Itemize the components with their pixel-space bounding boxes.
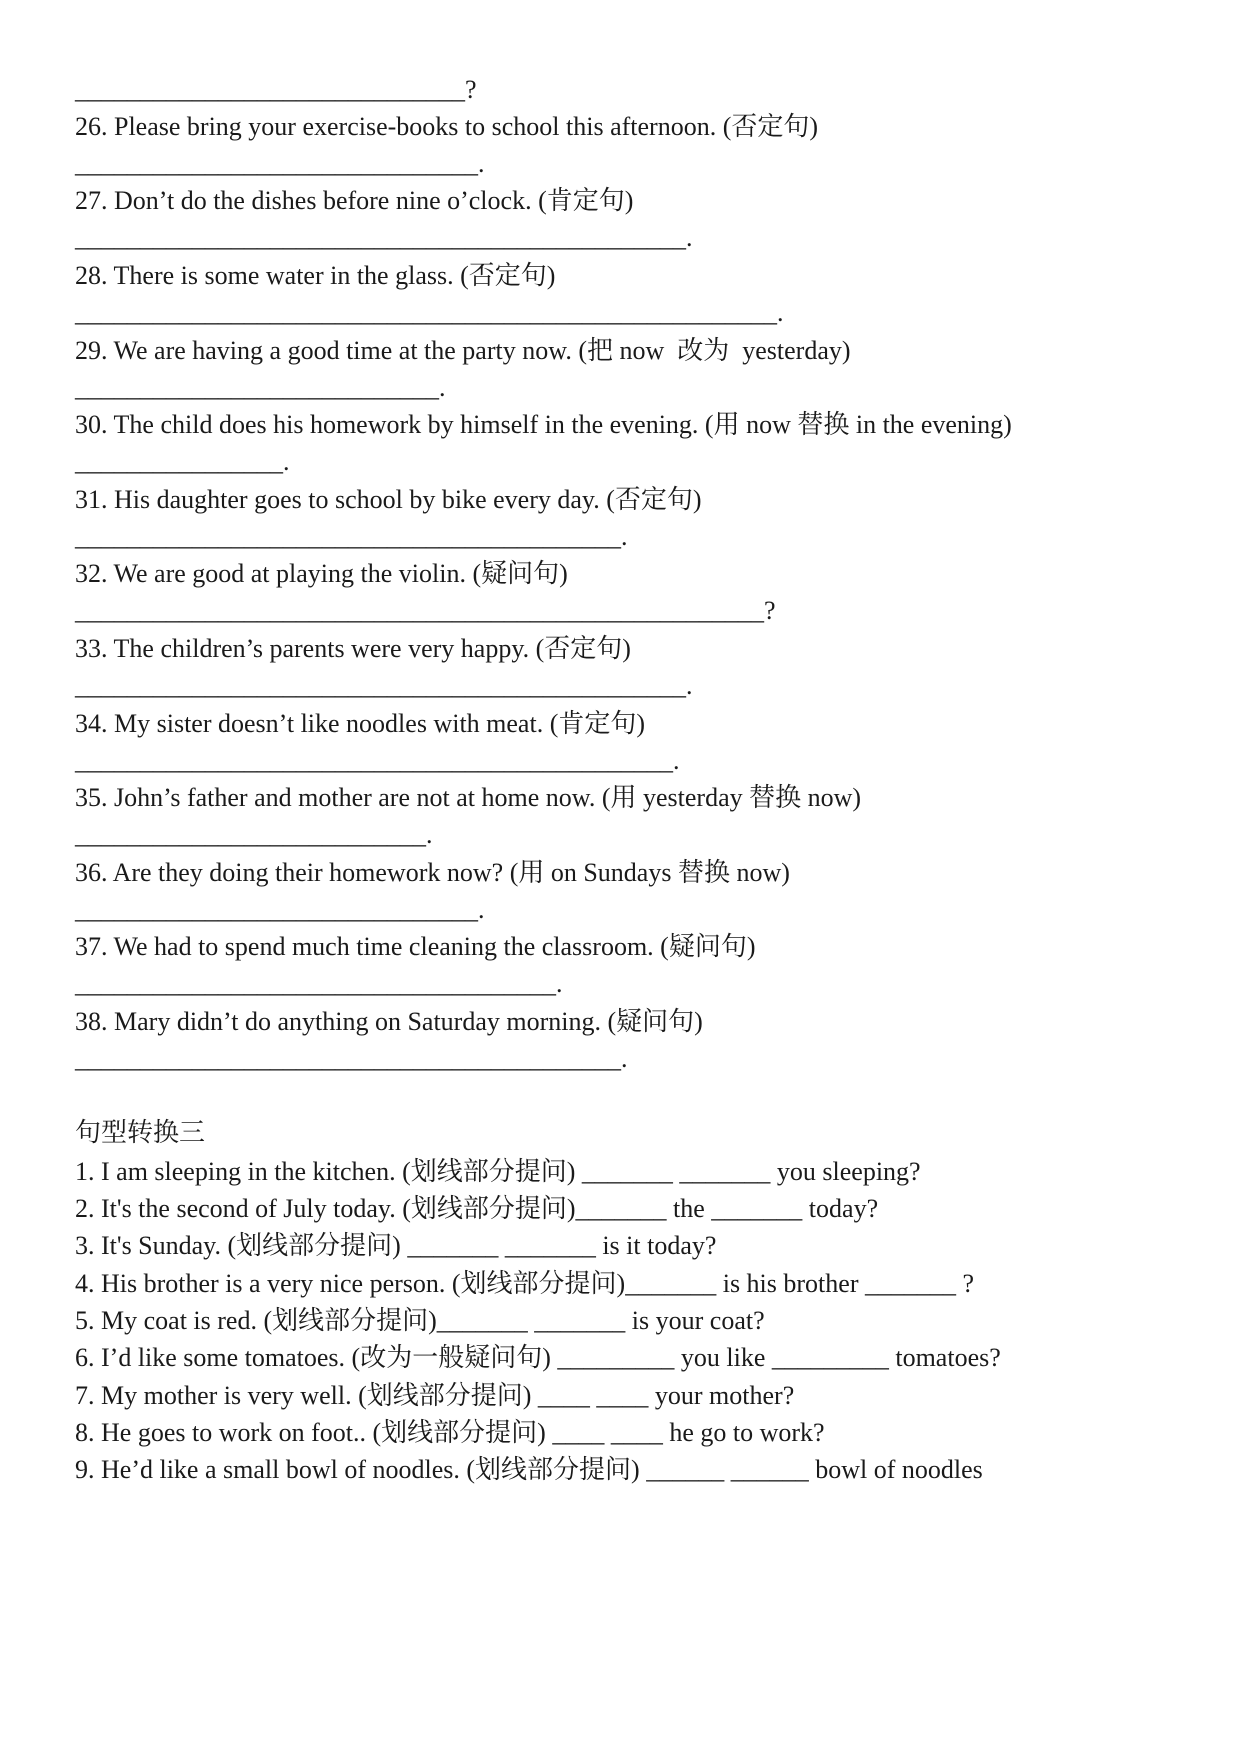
answer-line-32: _____________________________________________________?	[75, 596, 776, 625]
answer-line-25: ______________________________?	[75, 75, 477, 104]
exercise-item-8: 8. He goes to work on foot.. (划线部分提问) ____ ____ he go to work?	[75, 1418, 825, 1447]
answer-line-31: __________________________________________.	[75, 522, 628, 551]
question-26: 26. Please bring your exercise-books to school this afternoon. (否定句)	[75, 112, 819, 141]
exercise-item-2: 2. It's the second of July today. (划线部分提问)_______ the _______ today?	[75, 1194, 879, 1223]
answer-line-33: _______________________________________________.	[75, 671, 693, 700]
exercise-item-5: 5. My coat is red. (划线部分提问)_______ _______ is your coat?	[75, 1306, 765, 1335]
exercise-item-7: 7. My mother is very well. (划线部分提问) ____ ____ your mother?	[75, 1381, 795, 1410]
question-35: 35. John’s father and mother are not at home now. (用 yesterday 替换 now)	[75, 783, 862, 812]
answer-line-35: ___________________________.	[75, 820, 433, 849]
question-29: 29. We are having a good time at the party now. (把 now 改为 yesterday)	[75, 336, 851, 365]
question-28: 28. There is some water in the glass. (否定句)	[75, 261, 556, 290]
answer-line-36: _______________________________.	[75, 895, 485, 924]
exercise-item-6: 6. I’d like some tomatoes. (改为一般疑问句) _________ you like _________ tomatoes?	[75, 1343, 1001, 1372]
answer-line-28: ______________________________________________________.	[75, 298, 784, 327]
question-34: 34. My sister doesn’t like noodles with meat. (肯定句)	[75, 709, 646, 738]
question-31: 31. His daughter goes to school by bike every day. (否定句)	[75, 485, 702, 514]
answer-line-38: __________________________________________.	[75, 1044, 628, 1073]
question-27: 27. Don’t do the dishes before nine o’clock. (肯定句)	[75, 186, 634, 215]
question-30: 30. The child does his homework by himself in the evening. (用 now 替换 in the evening)	[75, 410, 1012, 439]
answer-line-37: _____________________________________.	[75, 969, 563, 998]
question-32: 32. We are good at playing the violin. (疑问句)	[75, 559, 568, 588]
answer-line-27: _______________________________________________.	[75, 223, 693, 252]
question-38: 38. Mary didn’t do anything on Saturday morning. (疑问句)	[75, 1007, 703, 1036]
section-title: 句型转换三	[75, 1118, 206, 1147]
exercise-item-4: 4. His brother is a very nice person. (划线部分提问)_______ is his brother _______ ?	[75, 1269, 975, 1298]
question-33: 33. The children’s parents were very happy. (否定句)	[75, 634, 631, 663]
answer-line-30: ________________.	[75, 447, 290, 476]
exercise-item-1: 1. I am sleeping in the kitchen. (划线部分提问) _______ _______ you sleeping?	[75, 1157, 921, 1186]
answer-line-34: ______________________________________________.	[75, 746, 680, 775]
answer-line-29: ____________________________.	[75, 373, 446, 402]
answer-line-26: _______________________________.	[75, 149, 485, 178]
question-37: 37. We had to spend much time cleaning the classroom. (疑问句)	[75, 932, 756, 961]
exercise-item-9: 9. He’d like a small bowl of noodles. (划线部分提问) ______ ______ bowl of noodles	[75, 1455, 983, 1484]
exercise-item-3: 3. It's Sunday. (划线部分提问) _______ _______ is it today?	[75, 1231, 717, 1260]
question-36: 36. Are they doing their homework now? (用 on Sundays 替换 now)	[75, 858, 790, 887]
